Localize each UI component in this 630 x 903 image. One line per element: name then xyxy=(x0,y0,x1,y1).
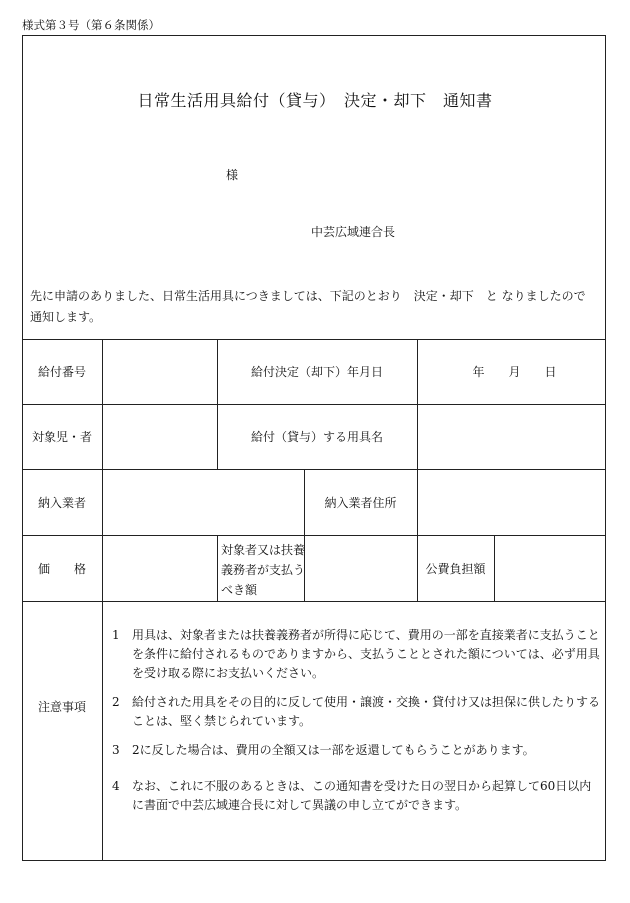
notice-number: 4 xyxy=(112,779,120,793)
table-col-rule xyxy=(217,535,218,602)
field-supplier-address[interactable] xyxy=(417,469,606,535)
label-supplier-address: 納入業者住所 xyxy=(324,495,397,510)
notice-text: なお、これに不服のあるときは、この通知書を受けた日の翌日から起算して60日以内に書面で中芸広域連合長に対して異議の申し立てができます。 xyxy=(132,779,592,812)
form-number-label: 様式第３号（第６条関係） xyxy=(22,18,160,32)
notice-item xyxy=(112,626,602,683)
field-recipient[interactable] xyxy=(102,404,217,469)
notice-item xyxy=(112,693,602,731)
notice-number: 1 xyxy=(112,628,120,642)
notice-text: 2に反した場合は、費用の全額又は一部を返還してもらうことがあります。 xyxy=(132,743,535,757)
field-benefit-number[interactable] xyxy=(102,339,217,404)
label-public-burden: 公費負担額 xyxy=(425,561,486,576)
notice-item xyxy=(112,777,602,815)
field-price[interactable] xyxy=(102,535,217,601)
notice-number: 2 xyxy=(112,695,120,709)
label-benefit-number: 給付番号 xyxy=(37,365,86,379)
notice-number: 3 xyxy=(112,743,120,757)
field-decision-date[interactable]: 年 月 日 xyxy=(472,365,557,379)
document-title: 日常生活用具給付（貸与） 決定・却下 通知書 xyxy=(137,91,493,110)
field-copayment[interactable] xyxy=(304,535,417,601)
label-copayment: 対象者又は扶養義務者が支払うべき額 xyxy=(221,543,306,597)
label-recipient: 対象児・者 xyxy=(31,430,92,444)
label-supplier: 納入業者 xyxy=(37,495,86,510)
field-public-burden[interactable] xyxy=(494,535,606,601)
notice-body-text: 先に申請のありました、日常生活用具につきましては、下記のとおり 決定・却下 と なりましたので通知します。 xyxy=(30,289,586,324)
label-item-name: 給付（貸与）する用具名 xyxy=(250,430,383,444)
label-price: 価 格 xyxy=(37,561,86,576)
notice-item xyxy=(112,741,602,760)
field-supplier[interactable] xyxy=(102,469,304,535)
table-row-rule xyxy=(22,601,606,602)
addressee-suffix: 様 xyxy=(226,168,239,182)
label-decision-date: 給付決定（却下）年月日 xyxy=(250,365,383,379)
label-notes: 注意事項 xyxy=(37,699,86,714)
notice-text: 給付された用具をその目的に反して使用・譲渡・交換・貸付け又は担保に供したりすることは、堅く禁じられています。 xyxy=(132,695,601,728)
field-item-name[interactable] xyxy=(417,404,606,469)
notice-text: 用具は、対象者または扶養義務者が所得に応じて、費用の一部を直接業者に支払うことを条件に給付されるものでありますから、支払うこととされた額については、必ず用具を受け取る際にお支払いください。 xyxy=(132,628,600,680)
issuer-name: 中芸広域連合長 xyxy=(311,225,396,239)
